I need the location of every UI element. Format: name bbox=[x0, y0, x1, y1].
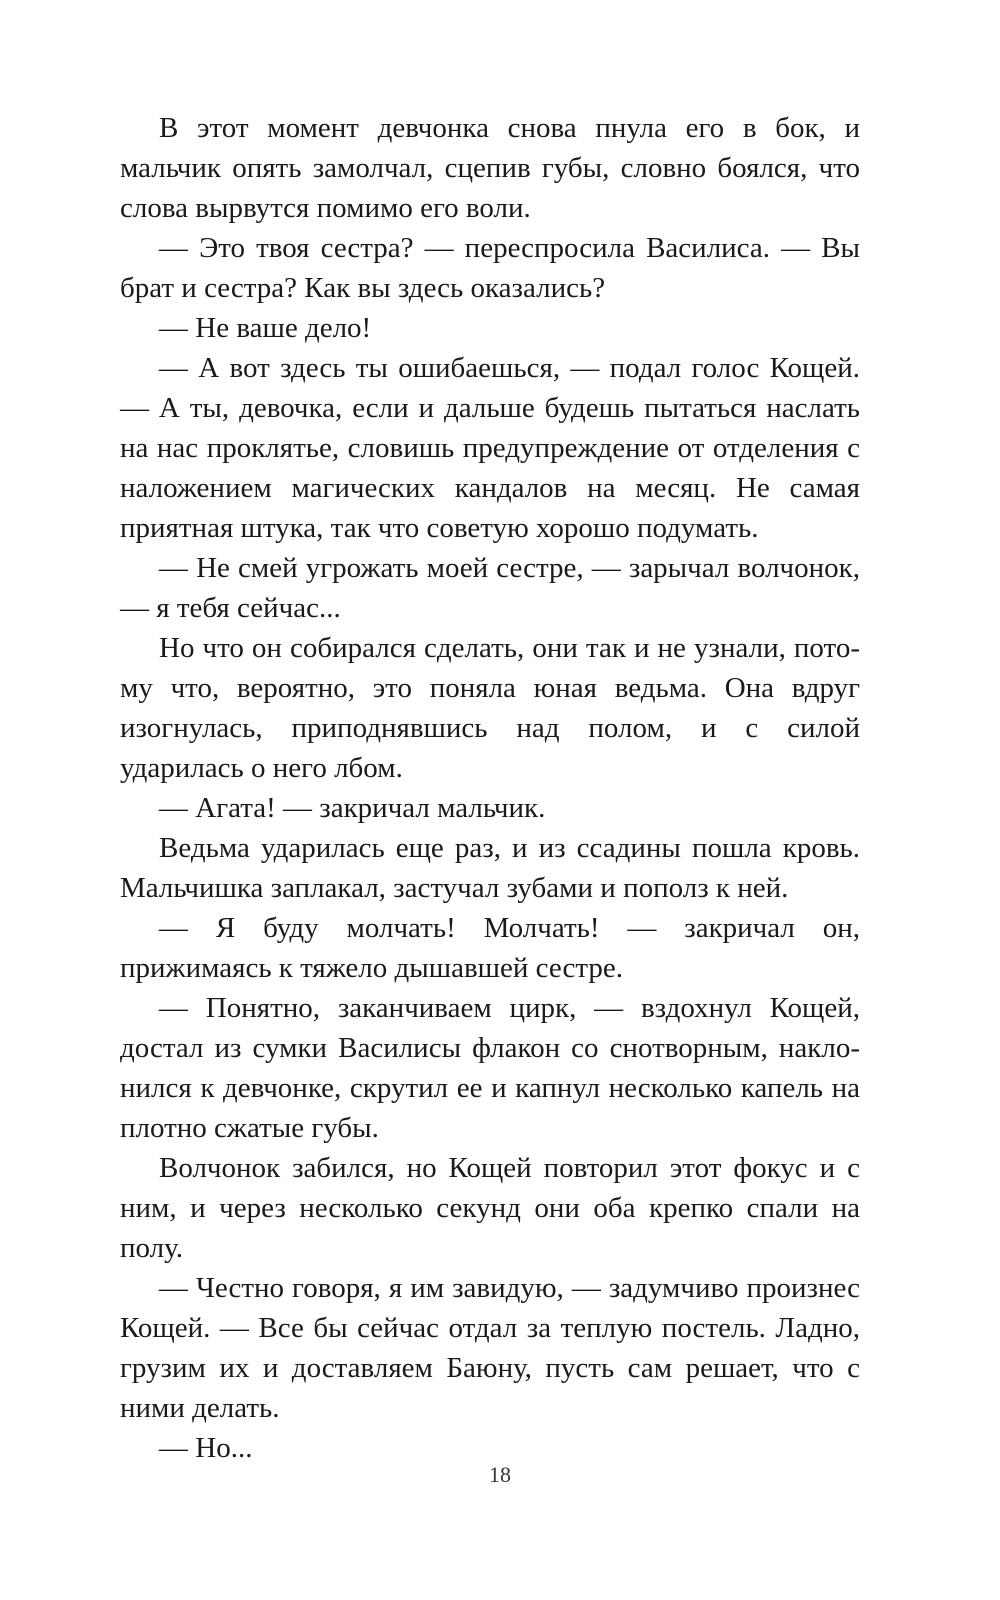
paragraph: — Не ваше дело! bbox=[159, 312, 372, 344]
paragraph: — А вот здесь ты ошибаешься, — подал голос Кощей. — А ты, девочка, если и дальше будешь пытаться наслать на нас проклятье, словишь предупреждение от отделения с наложением магических кандалов на месяц. Не самая приятная штука, так что советую хорошо подумать. bbox=[120, 352, 860, 544]
paragraph: — Я буду молчать! Молчать! — закричал он, прижимаясь к тяжело дышавшей сестре. bbox=[120, 912, 860, 984]
paragraph: — Но... bbox=[159, 1432, 253, 1464]
page-number: 18 bbox=[489, 1462, 511, 1487]
paragraph: Ведьма ударилась еще раз, и из ссадины пошла кровь. Мальчишка заплакал, застучал зубами и пополз к ней. bbox=[120, 832, 860, 904]
paragraph: Но что он собирался сделать, они так и не узнали, потому что, вероятно, это поняла юная ведьма. Она вдруг изогнулась, приподнявшись над полом, и с силой ударилась о него лбом. bbox=[120, 632, 860, 784]
paragraph: — Понятно, заканчиваем цирк, — вздохнул Кощей, достал из сумки Василисы флакон со снотворным, наклонился к девчонке, скрутил ее и капнул несколько капель на плотно сжатые губы. bbox=[120, 992, 860, 1144]
body-text bbox=[120, 108, 860, 1468]
paragraph: Волчонок забился, но Кощей повторил этот фокус и с ним, и через несколько секунд они оба крепко спали на полу. bbox=[120, 1152, 860, 1264]
paragraph: — Это твоя сестра? — переспросила Василиса. — Вы брат и сестра? Как вы здесь оказались? bbox=[120, 232, 860, 304]
paragraph: — Не смей угрожать моей сестре, — зарычал волчонок, — я тебя сейчас... bbox=[120, 552, 860, 624]
paragraph: В этот момент девчонка снова пнула его в бок, и мальчик опять замолчал, сцепив губы, словно боялся, что слова вырвутся помимо его воли. bbox=[120, 112, 860, 224]
paragraph: — Агата! — закричал мальчик. bbox=[159, 792, 546, 824]
paragraph: — Честно говоря, я им завидую, — задумчиво произнес Кощей. — Все бы сейчас отдал за теплую постель. Ладно, грузим их и доставляем Баюну, пусть сам решает, что с ними делать. bbox=[120, 1272, 860, 1424]
